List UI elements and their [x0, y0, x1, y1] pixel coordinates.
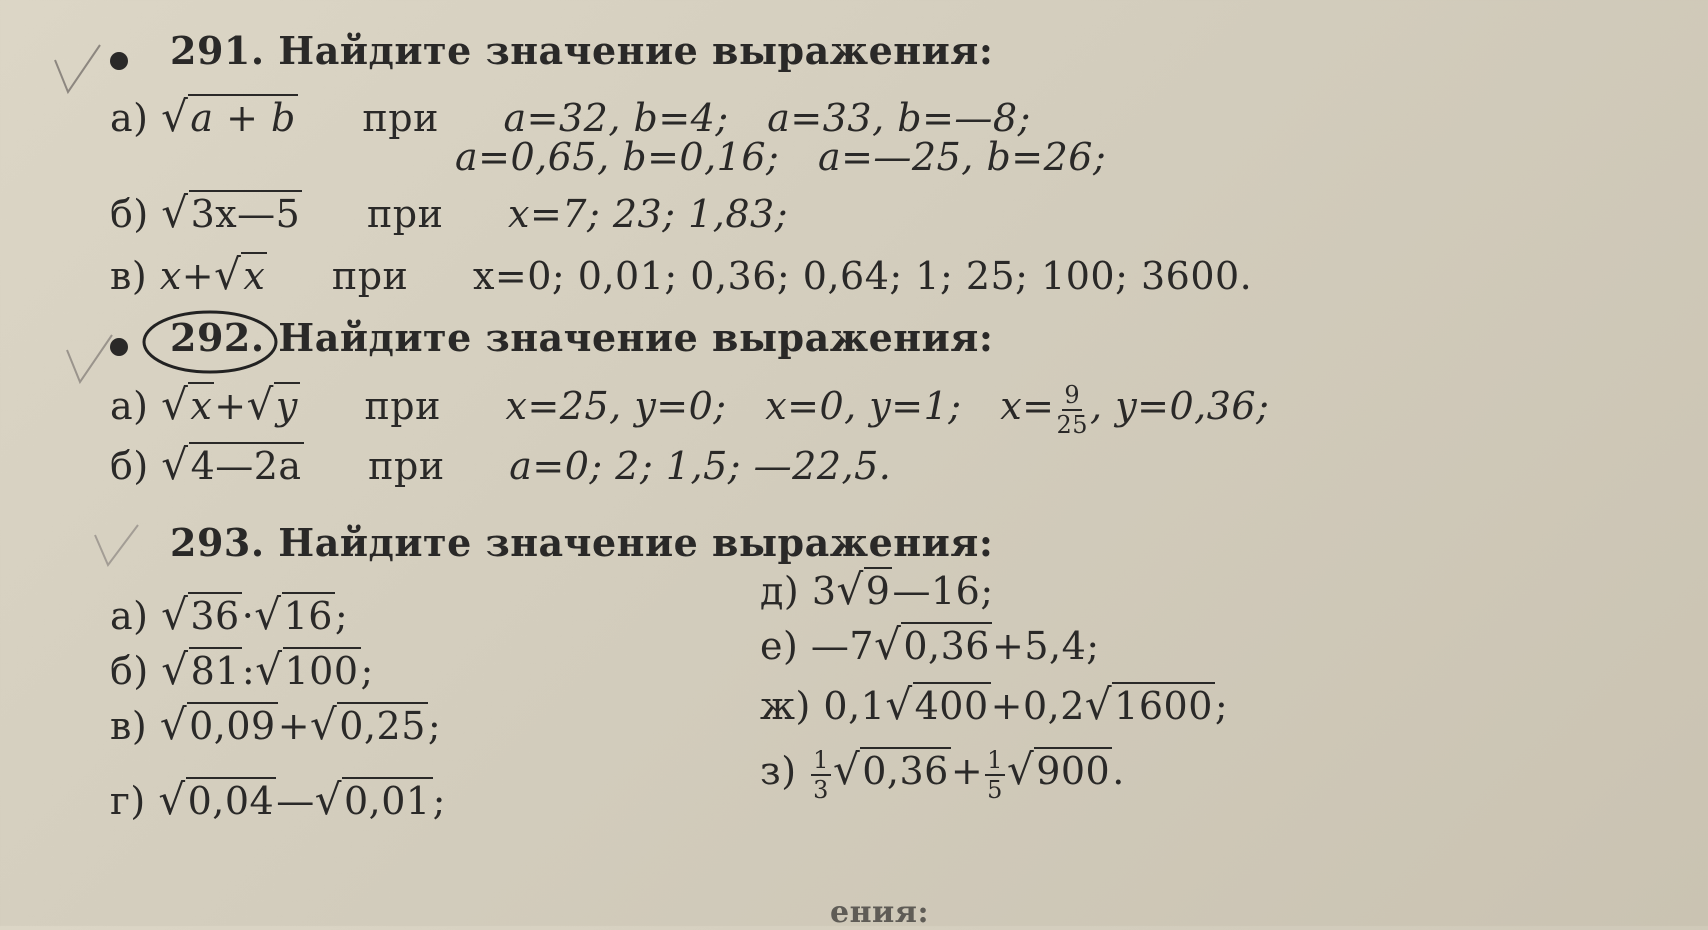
item-label: б): [110, 649, 149, 693]
sqrt-expression: √100: [255, 645, 359, 694]
fraction: [985, 745, 1005, 804]
values: x=7; 23; 1,83;: [508, 192, 789, 236]
punct: .: [1112, 749, 1125, 793]
radicand: 3x—5: [190, 192, 301, 236]
sqrt-expression: √y: [246, 380, 298, 429]
problem-293-title: [170, 520, 993, 565]
problem-291-number: 291.: [170, 28, 265, 73]
radicand: 4—2a: [190, 444, 302, 488]
expr-part: —16;: [892, 569, 994, 613]
problem-291-v: [110, 250, 1252, 299]
problem-292-b: [110, 440, 891, 489]
problem-292-a: [110, 380, 1269, 437]
radicand: a + b: [190, 96, 296, 140]
numerator: 1: [987, 745, 1003, 774]
sqrt-expression: √0,36: [874, 620, 990, 669]
footer-fragment: [830, 895, 929, 930]
problem-291-title: [170, 28, 993, 73]
values: x=: [1000, 384, 1055, 428]
denominator: 5: [987, 775, 1003, 804]
operator: +: [277, 704, 311, 748]
punct: ;: [360, 649, 374, 693]
problem-293-e: [760, 620, 1100, 669]
pri-word: при: [366, 192, 444, 236]
sqrt-expression: √0,04: [158, 775, 275, 824]
sqrt-expression: √a + b: [161, 92, 296, 141]
values: a=32, b=4;: [503, 96, 729, 140]
problem-291-a-line1: [110, 92, 1031, 141]
expr-part: 0,1: [823, 684, 886, 728]
radicand: 0,25: [339, 704, 426, 748]
problem-293-d: [760, 565, 994, 614]
sqrt-expression: √x: [214, 250, 266, 299]
punct: ;: [432, 779, 446, 823]
pencil-checkmark-293: [90, 520, 150, 580]
operator: —: [276, 779, 315, 823]
punct: ;: [1214, 684, 1229, 728]
expr-part: +0,2: [990, 684, 1085, 728]
radicand: 0,36: [862, 749, 949, 793]
problem-293-zh: [760, 680, 1228, 729]
radicand: 0,36: [903, 624, 990, 668]
punct: ;: [427, 704, 442, 748]
values: , y=0,36;: [1090, 384, 1270, 428]
numerator: 9: [1064, 380, 1081, 409]
problem-293-a: [110, 590, 348, 639]
fraction: [1056, 380, 1089, 439]
radicand: 400: [914, 684, 989, 728]
operator: ·: [241, 594, 255, 638]
bullet-292: [110, 338, 128, 356]
problem-291-heading: Найдите значение выражения:: [278, 28, 994, 73]
problem-291-b: [110, 188, 788, 237]
expr-part: —7: [810, 624, 875, 668]
problem-292-title: [170, 315, 993, 360]
pri-word: при: [364, 384, 441, 428]
item-label: г): [110, 779, 146, 823]
values: x=25, y=0;: [505, 384, 727, 428]
problem-293-z: [760, 745, 1125, 802]
values: a=33, b=—8;: [767, 96, 1031, 140]
sqrt-expression: √0,09: [159, 700, 276, 749]
problem-293-b: [110, 645, 374, 694]
problem-293-v: [110, 700, 441, 749]
punct: ;: [334, 594, 349, 638]
sqrt-expression: √36: [161, 590, 240, 639]
values: a=0,65, b=0,16;: [455, 135, 780, 179]
radicand: 0,04: [187, 779, 275, 823]
radicand: 900: [1036, 749, 1111, 793]
denominator: 3: [813, 775, 829, 804]
item-label: з): [760, 749, 797, 793]
denominator: 25: [1056, 410, 1089, 439]
radicand: 1600: [1114, 684, 1213, 728]
numerator: 1: [813, 745, 829, 774]
radicand: 0,09: [189, 704, 276, 748]
operator: +: [950, 749, 984, 793]
values: x=0, y=1;: [765, 384, 962, 428]
sqrt-expression: √81: [161, 645, 240, 694]
item-label: д): [760, 569, 800, 613]
radicand: x: [190, 384, 213, 428]
radicand: 9: [865, 569, 891, 613]
values: x=0; 0,01; 0,36; 0,64; 1; 25; 100; 3600.: [472, 254, 1253, 298]
item-label: а): [110, 594, 149, 638]
radicand: x: [243, 254, 266, 298]
sqrt-expression: √1600: [1084, 680, 1213, 729]
radicand: 16: [283, 594, 333, 638]
radicand: 100: [284, 649, 359, 693]
radicand: 0,01: [343, 779, 431, 823]
radicand: y: [275, 384, 298, 428]
item-label: а): [110, 384, 149, 428]
sqrt-expression: √9: [836, 565, 891, 614]
sqrt-expression: √900: [1006, 745, 1111, 794]
problem-292-heading: Найдите значение выражения:: [278, 315, 994, 360]
expr-part: 3: [811, 569, 837, 613]
item-label: ж): [760, 684, 811, 728]
item-label: в): [110, 704, 148, 748]
pri-word: при: [362, 96, 439, 140]
footer-text: ения:: [830, 895, 930, 930]
pri-word: при: [331, 254, 409, 298]
expr-part: +5,4;: [991, 624, 1100, 668]
bullet-291: [110, 52, 128, 70]
sqrt-expression: √400: [885, 680, 989, 729]
problem-293-g: [110, 775, 446, 824]
sqrt-expression: √0,36: [832, 745, 949, 794]
radicand: 36: [190, 594, 240, 638]
item-label: в): [110, 254, 148, 298]
problem-293-heading: Найдите значение выражения:: [278, 520, 994, 565]
pri-word: при: [368, 444, 445, 488]
values: a=—25, b=26;: [817, 135, 1107, 179]
item-label: е): [760, 624, 799, 668]
operator: +: [214, 384, 247, 428]
expr-part: x+: [159, 254, 215, 298]
radicand: 81: [190, 649, 240, 693]
sqrt-expression: √0,01: [314, 775, 431, 824]
sqrt-expression: √16: [254, 590, 333, 639]
item-label: а): [110, 96, 149, 140]
sqrt-expression: √x: [161, 380, 213, 429]
pencil-checkmark-291: [50, 40, 110, 100]
sqrt-expression: √4—2a: [161, 440, 302, 489]
problem-291-a-line2: [455, 135, 1106, 179]
problem-292-number: 292.: [170, 315, 265, 360]
values: a=0; 2; 1,5; —22,5.: [509, 444, 892, 488]
sqrt-expression: √3x—5: [161, 188, 301, 237]
item-label: б): [110, 192, 149, 236]
sqrt-expression: √0,25: [310, 700, 426, 749]
problem-293-number: 293.: [170, 520, 265, 565]
item-label: б): [110, 444, 149, 488]
operator: :: [241, 649, 256, 693]
fraction: [811, 745, 831, 804]
